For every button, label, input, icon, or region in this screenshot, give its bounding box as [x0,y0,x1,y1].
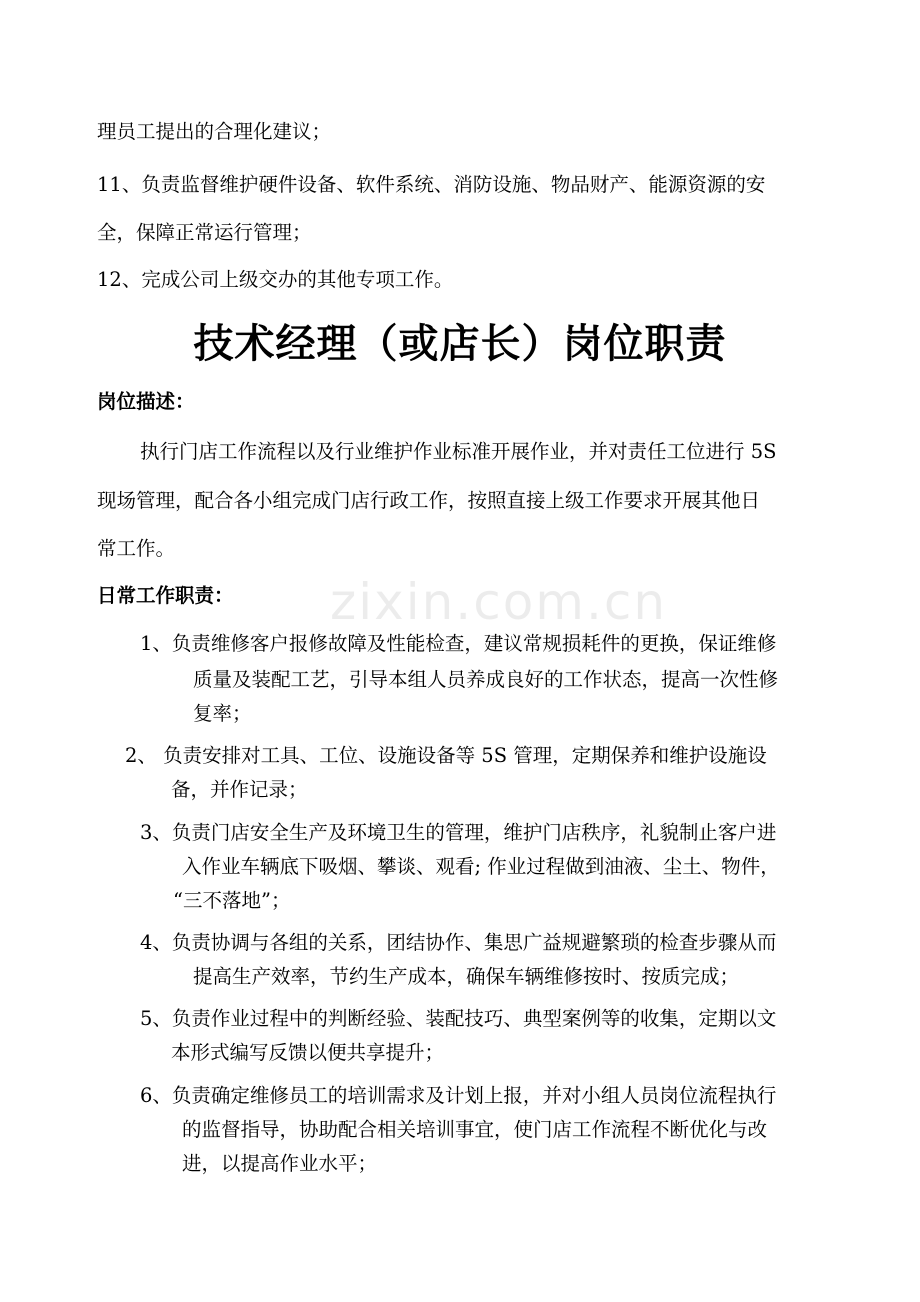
duty-line: 6、负责确定维修员工的培训需求及计划上报，并对小组人员岗位流程执行 [140,1084,777,1107]
duty-line: 4、负责协调与各组的关系，团结协作、集思广益规避繁琐的检查步骤从而 [140,931,777,954]
duty-line: 3、负责门店安全生产及环境卫生的管理，维护门店秩序，礼貌制止客户进 [140,821,777,844]
description-line: 执行门店工作流程以及行业维护作业标准开展作业，并对责任工位进行 5S [140,440,777,463]
duty-line: 本形式编写反馈以便共享提升； [171,1041,445,1064]
duty-line: 备，并作记录； [171,778,308,801]
duty-line: 1、负责维修客户报修故障及性能检查，建议常规损耗件的更换，保证维修 [140,632,777,655]
intro-line: 11、负责监督维护硬件设备、软件系统、消防设施、物品财产、能源资源的安 [97,173,766,196]
description-line: 现场管理，配合各小组完成门店行政工作，按照直接上级工作要求开展其他日 [97,489,761,512]
duty-line: 提高生产效率，节约生产成本，确保车辆维修按时、按质完成； [193,965,740,988]
description-heading: 岗位描述： [97,390,195,413]
watermark: zixin.com.cn [330,573,668,631]
duty-line: 入作业车辆底下吸烟、攀谈、观看; 作业过程做到油液、尘土、物件， [182,855,780,878]
duty-line: 质量及装配工艺，引导本组人员养成良好的工作状态，提高一次性修 [193,668,779,691]
page-title: 技术经理（或店长）岗位职责 [193,321,727,367]
duty-line: 的监督指导，协助配合相关培训事宜，使门店工作流程不断优化与改 [182,1118,768,1141]
intro-line: 12、完成公司上级交办的其他专项工作。 [97,268,454,291]
duty-line: 5、负责作业过程中的判断经验、装配技巧、典型案例等的收集，定期以文 [140,1007,777,1030]
intro-line: 理员工提出的合理化建议； [97,120,332,143]
duty-line: 进，以提高作业水平； [182,1152,378,1175]
duty-line: “三不落地”； [173,889,291,912]
duty-line: 复率； [193,702,252,725]
duty-line: 2、 负责安排对工具、工位、设施设备等 5S 管理，定期保养和维护设施设 [125,744,767,767]
intro-line: 全，保障正常运行管理； [97,221,312,244]
description-line: 常工作。 [97,537,176,560]
duties-heading: 日常工作职责： [97,584,234,607]
